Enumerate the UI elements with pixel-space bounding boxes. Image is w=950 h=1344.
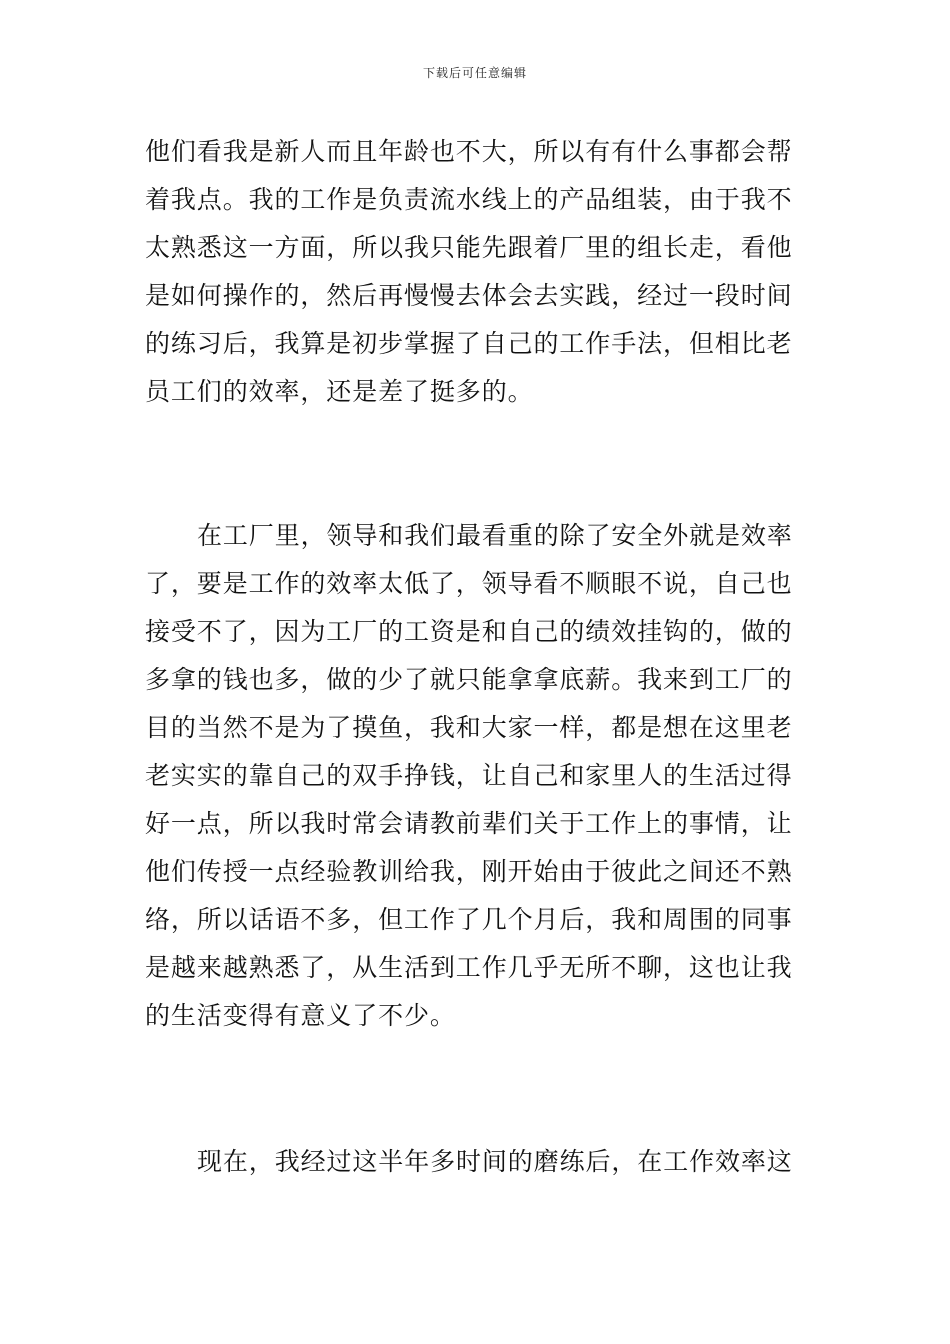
text-line: 在工厂里，领导和我们最看重的除了安全外就是效率 [197, 521, 793, 550]
page-header: 下载后可任意编辑 [422, 66, 527, 80]
text-line: 接受不了，因为工厂的工资是和自己的绩效挂钩的，做的 [145, 617, 793, 646]
text-line: 好一点，所以我时常会请教前辈们关于工作上的事情，让 [145, 809, 793, 838]
text-line: 是越来越熟悉了，从生活到工作几乎无所不聊，这也让我 [145, 953, 793, 982]
text-line: 是如何操作的，然后再慢慢去体会去实践，经过一段时间 [145, 281, 793, 310]
text-line: 了，要是工作的效率太低了，领导看不顺眼不说，自己也 [145, 569, 793, 598]
paragraph-3 [145, 1138, 810, 1186]
text-line: 老实实的靠自己的双手挣钱，让自己和家里人的生活过得 [145, 761, 793, 790]
text-line: 他们传授一点经验教训给我，刚开始由于彼此之间还不熟 [145, 857, 793, 886]
paragraph-1 [145, 128, 810, 416]
text-line: 的生活变得有意义了不少。 [145, 1001, 456, 1030]
text-line: 员工们的效率，还是差了挺多的。 [145, 377, 534, 406]
paragraph-spacer [145, 1040, 810, 1138]
paragraph-2 [145, 512, 810, 1040]
text-line: 太熟悉这一方面，所以我只能先跟着厂里的组长走，看他 [145, 233, 793, 262]
text-line: 目的当然不是为了摸鱼，我和大家一样，都是想在这里老 [145, 713, 793, 742]
text-line: 他们看我是新人而且年龄也不大，所以有有什么事都会帮 [145, 137, 793, 166]
document-body [145, 128, 810, 1186]
text-line: 现在，我经过这半年多时间的磨练后，在工作效率这 [197, 1147, 793, 1176]
paragraph-spacer [145, 416, 810, 512]
text-line: 络，所以话语不多，但工作了几个月后，我和周围的同事 [145, 905, 793, 934]
text-line: 多拿的钱也多，做的少了就只能拿拿底薪。我来到工厂的 [145, 665, 793, 694]
text-line: 的练习后，我算是初步掌握了自己的工作手法，但相比老 [145, 329, 793, 358]
text-line: 着我点。我的工作是负责流水线上的产品组装，由于我不 [145, 185, 793, 214]
